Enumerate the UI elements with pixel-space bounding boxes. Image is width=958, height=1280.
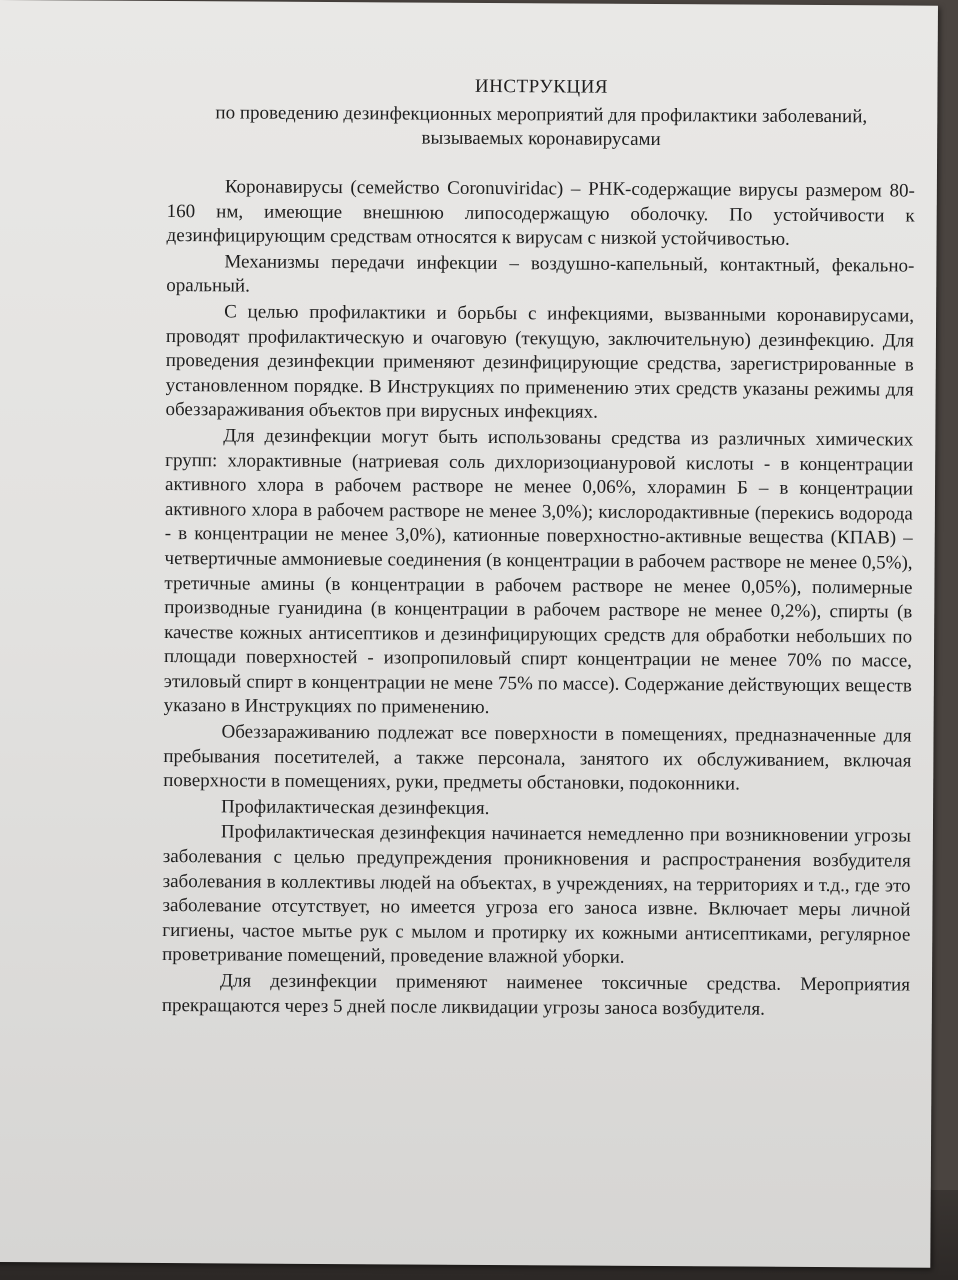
subtitle-line-2: вызываемых коронавирусами xyxy=(421,127,661,151)
paragraph-disinfectants: Для дезинфекции могут быть использованы средства из различных химических групп: хлорактивные (натриевая соль дихлоризоциануровой кислоты - в концентрации активного хлора в рабочем растворе не менее 0,06%, хлорамин Б – в концентрации активного хлора в рабочем растворе не менее 3,0%); кислородактивные (перекись водорода - в концентрации не менее 3,0%), катионные поверхностно-активные вещества (КПАВ) – четвертичные аммониевые соединения (в концентрации в рабочем растворе не менее 0,5%), третичные амины (в концентрации в рабочем растворе не менее 0,05%), полимерные производные гуанидина (в концентрации в рабочем растворе не менее 0,2%), спирты (в качестве кожных антисептиков и дезинфицирующих средств для обработки небольших по площади поверхностей - изопропиловый спирт концентрации не менее 70% по массе, этиловый спирт в концентрации не мене 75% по массе). Содержание действующих веществ указано в Инструкциях по применению. xyxy=(163,425,914,719)
document-subtitle xyxy=(167,101,915,154)
paragraph-prevention: С целью профилактики и борьбы с инфекциями, вызванными коронавирусами, проводят профилактическую и очаговую (текущую, заключительную) дезинфекцию. Для проведения дезинфекции применяют дезинфицирующие средства, зарегистрированные в установленном порядке. В Инструкциях по применению этих средств указаны режимы для обеззараживания объектов при вирусных инфекциях. xyxy=(165,301,915,424)
paragraph-preventive-details: Профилактическая дезинфекция начинается немедленно при возникновении угрозы заболевания с целью предупреждения проникновения и распространения возбудителя заболевания в коллективы людей на объектах, в учреждениях, на территориях и т.д., где это заболевание отсутствует, но имеется угроза его заноса извне. Включает меры личной гигиены, частое мытье рук с мылом и протирку их кожными антисептиками, регулярное проветривание помещений, проведение влажной уборки. xyxy=(162,821,911,969)
document-title: ИНСТРУКЦИЯ xyxy=(474,75,609,98)
paragraph-surfaces: Обеззараживанию подлежат все поверхности в помещениях, предназначенные для пребывания посетителей, а также персонала, занятого их обслуживанием, включая поверхности в помещениях, руки, предметы обстановки, подоконники. xyxy=(163,721,912,795)
paragraph-coronaviruses: Коронавирусы (семейство Coronuviridac) – РНК-содержащие вирусы размером 80-160 нм, имеющие внешнюю липосодержащую оболочку. По устойчивости к дезинфицирующим средствам относятся к вирусам с низкой устойчивостью. xyxy=(166,176,915,251)
paragraph-transmission: Механизмы передачи инфекции – воздушно-капельный, контактный, фекально-оральный. xyxy=(166,251,915,297)
paragraph-termination: Для дезинфекции применяют наименее токсичные средства. Мероприятия прекращаются через 5 дней после ликвидации угрозы заноса возбудителя. xyxy=(161,970,911,1020)
paragraph-heading-preventive: Профилактическая дезинфекция. xyxy=(221,796,490,819)
subtitle-line-1: по проведению дезинфекционных мероприятий для профилактики заболеваний, xyxy=(215,102,868,128)
